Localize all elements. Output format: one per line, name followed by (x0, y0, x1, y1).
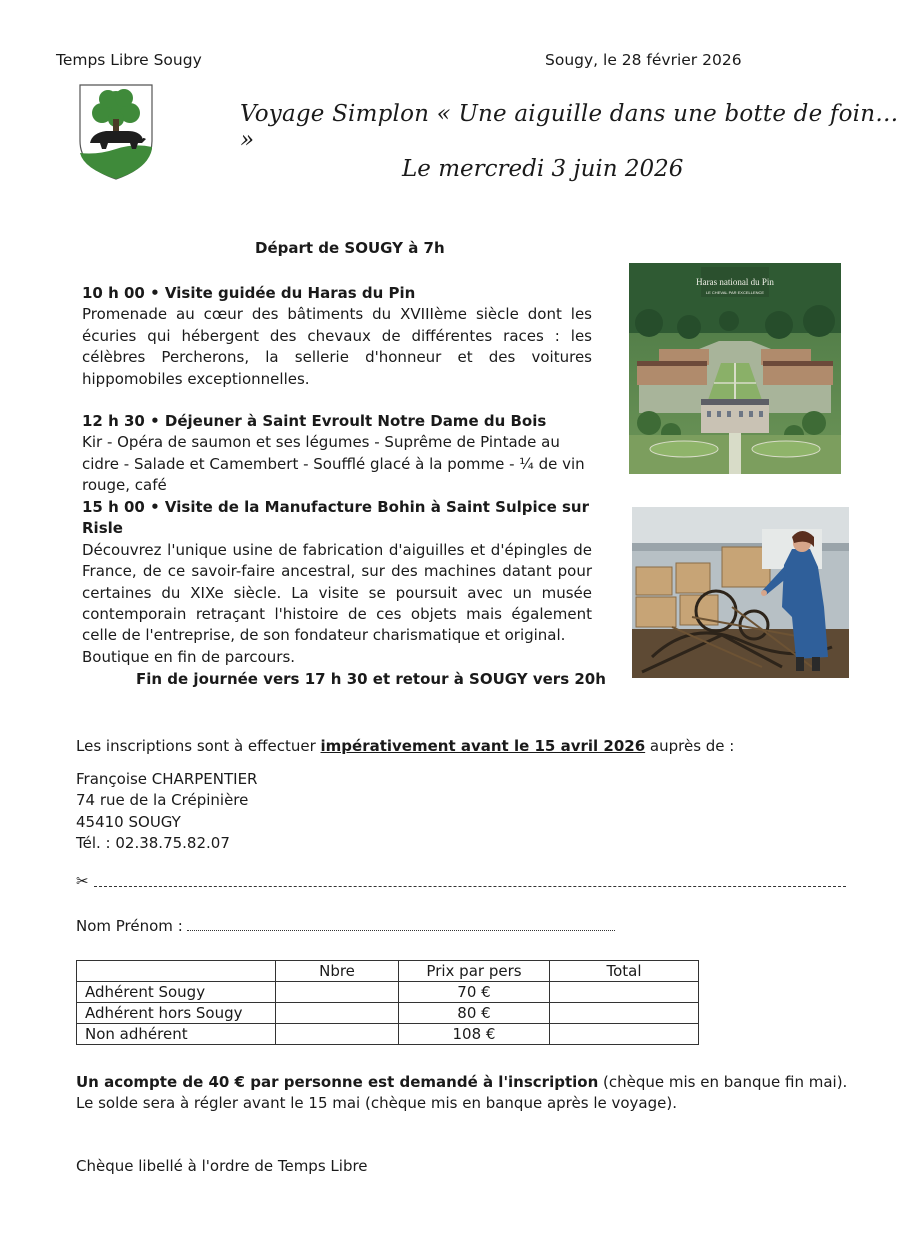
photo-caption: Haras national du Pin (696, 277, 774, 287)
program-description: Promenade au cœur des bâtiments du XVIIIème siècle dont les écuries qui hébergent des chevaux de différentes races : les célèbres Percherons, la sellerie d'honneur et des voitures hippomobiles exceptionnelles. (82, 305, 592, 388)
contact-phone: Tél. : 02.38.75.82.07 (76, 834, 230, 853)
program-heading: 15 h 00 • Visite de la Manufacture Bohin à Saint Sulpice sur Risle (82, 498, 589, 538)
contact-address (76, 769, 257, 855)
haras-du-pin-photo (629, 263, 841, 474)
document-date: Sougy, le 28 février 2026 (545, 51, 742, 69)
program-item (82, 411, 592, 497)
table-header-row (77, 961, 699, 982)
program-heading: 12 h 30 • Déjeuner à Saint Evroult Notre Dame du Bois (82, 412, 547, 430)
total-cell[interactable] (550, 982, 699, 1003)
registration-notice (76, 737, 734, 755)
table-header (77, 961, 276, 982)
quantity-cell[interactable] (276, 1024, 399, 1045)
member-type: Adhérent hors Sougy (77, 1003, 276, 1024)
price-table (76, 960, 699, 1045)
organization-name: Temps Libre Sougy (56, 51, 202, 69)
registration-text-end: auprès de : (645, 737, 735, 755)
quantity-cell[interactable] (276, 1003, 399, 1024)
price-cell: 80 € (399, 1003, 550, 1024)
departure-info: Départ de SOUGY à 7h (255, 239, 445, 257)
program-item (82, 497, 592, 668)
contact-name: Françoise CHARPENTIER (76, 770, 258, 788)
cut-line (76, 874, 846, 892)
total-cell[interactable] (550, 1024, 699, 1045)
table-row (77, 982, 699, 1003)
contact-city: 45410 SOUGY (76, 812, 181, 831)
end-of-day-info: Fin de journée vers 17 h 30 et retour à SOUGY vers 20h (136, 670, 606, 688)
name-field-label: Nom Prénom : (76, 917, 183, 935)
bohin-manufacture-photo (632, 507, 849, 678)
table-header: Nbre (276, 961, 399, 982)
name-field[interactable] (76, 917, 615, 935)
table-row (77, 1024, 699, 1045)
balance-info: Le solde sera à régler avant le 15 mai (chèque mis en banque après le voyage). (76, 1094, 677, 1113)
deposit-note: (chèque mis en banque fin mai). (598, 1073, 848, 1091)
contact-street: 74 rue de la Crépinière (76, 791, 249, 810)
registration-deadline: impérativement avant le 15 avril 2026 (320, 737, 646, 755)
scissors-icon: ✂ (76, 872, 89, 890)
table-header: Total (550, 961, 699, 982)
table-row (77, 1003, 699, 1024)
member-type: Adhérent Sougy (77, 982, 276, 1003)
trip-title: Voyage Simplon « Une aiguille dans une botte de foin… » (240, 101, 899, 153)
program-extra: Boutique en fin de parcours. (82, 647, 296, 666)
cheque-instruction: Chèque libellé à l'ordre de Temps Libre (76, 1157, 368, 1175)
quantity-cell[interactable] (276, 982, 399, 1003)
program-item (82, 283, 592, 390)
table-header: Prix par pers (399, 961, 550, 982)
photo-subcaption: LE CHEVAL PAR EXCELLENCE (705, 290, 765, 295)
dashed-separator (94, 886, 846, 887)
coat-of-arms-logo (78, 83, 154, 181)
member-type: Non adhérent (77, 1024, 276, 1045)
name-field-line[interactable] (187, 918, 615, 931)
deposit-bold: Un acompte de 40 € par personne est demandé à l'inscription (76, 1073, 599, 1091)
trip-date-title: Le mercredi 3 juin 2026 (402, 156, 684, 182)
program-description: Découvrez l'unique usine de fabrication d'aiguilles et d'épingles de France, de ce savoir-faire ancestral, sur des machines datant pour certaines du XIXe siècle. La visite se poursuit avec un musée contemporain retraçant l'histoire de ces objets mais également celle de l'entreprise, de son fondateur charismatique et original. (82, 540, 592, 645)
registration-text: Les inscriptions sont à effectuer (76, 737, 321, 755)
program-description: Kir - Opéra de saumon et ses légumes - Suprême de Pintade au cidre - Salade et Camembert - Soufflé glacé à la pomme - ¼ de vin rouge, café (82, 433, 585, 495)
price-cell: 108 € (399, 1024, 550, 1045)
price-cell: 70 € (399, 982, 550, 1003)
total-cell[interactable] (550, 1003, 699, 1024)
deposit-info (76, 1072, 847, 1115)
program-heading: 10 h 00 • Visite guidée du Haras du Pin (82, 284, 416, 302)
